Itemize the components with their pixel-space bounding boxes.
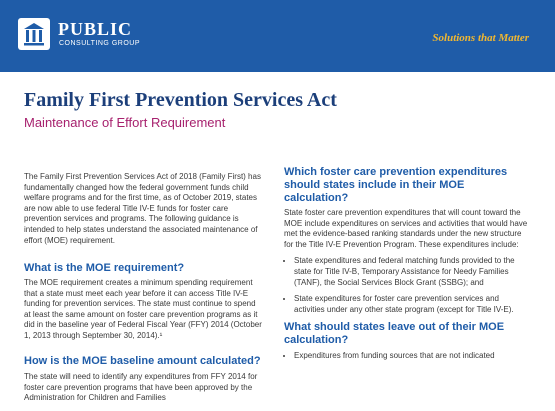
moe-baseline-paragraph: The state will need to identify any expenditures from FFY 2014 for foster care prevention programs that have been approved by the Administration for Children and Families — [24, 372, 258, 403]
tagline: Solutions that Matter — [432, 32, 529, 44]
expenditures-include-heading: Which foster care prevention expenditures should states include in their MOE calculation? — [284, 166, 508, 204]
expenditures-include-paragraph: State foster care prevention expenditures that will count toward the MOE include expenditures on services and activities that would have met the evidence-based ranking standards under the new structure for the Title IV-E Prevention Program. These expenditures include: — [284, 208, 528, 249]
leave-out-list — [284, 351, 530, 362]
leave-out-heading: What should states leave out of their MOE calculation? — [284, 321, 505, 347]
public-consulting-group-logo[interactable] — [18, 18, 138, 54]
left-column — [24, 172, 264, 404]
list-item: • State expenditures and federal matching funds provided to the state for Title IV-B, Temporary Assistance for Needy Families (TANF), the Social Services Block Grant (SSBG); and — [294, 256, 530, 288]
page-subtitle: Maintenance of Effort Requirement — [24, 115, 226, 130]
intro-paragraph: The Family First Prevention Services Act of 2018 (Family First) has fundamentally changed how the federal government funds child welfare programs and for the first time, as of October 2019, states are now able to use federal Title IV-E funds for foster care prevention services and programs. The following guidance is intended to help states understand the associated maintenance of effort (MOE) requirement. — [24, 172, 261, 245]
moe-baseline-heading: How is the MOE baseline amount calculated? — [24, 355, 261, 367]
moe-requirement-paragraph: The MOE requirement creates a minimum spending requirement that a state must meet each year before it can access Title IV-E funding for prevention services. The state must continue to spend at least the same amount on foster care prevention programs as it did in the baseline year of Federal Fiscal Year (FFY) 2014 (October 1, 2013 through September 30, 2014).¹ — [24, 278, 262, 340]
list-item: • State expenditures for foster care prevention services and activities under any other state program (except for Title IV-E). — [294, 294, 530, 315]
header-banner — [0, 0, 555, 72]
right-column — [284, 166, 530, 362]
logo-subtext: CONSULTING GROUP — [59, 40, 140, 47]
expenditures-list — [284, 256, 530, 315]
list-item: • Expenditures from funding sources that are not indicated — [294, 351, 530, 362]
capitol-column-icon — [18, 18, 50, 50]
logo-wordmark: PUBLIC — [58, 19, 133, 39]
page-title: Family First Prevention Services Act — [24, 89, 337, 111]
moe-requirement-heading: What is the MOE requirement? — [24, 262, 185, 274]
